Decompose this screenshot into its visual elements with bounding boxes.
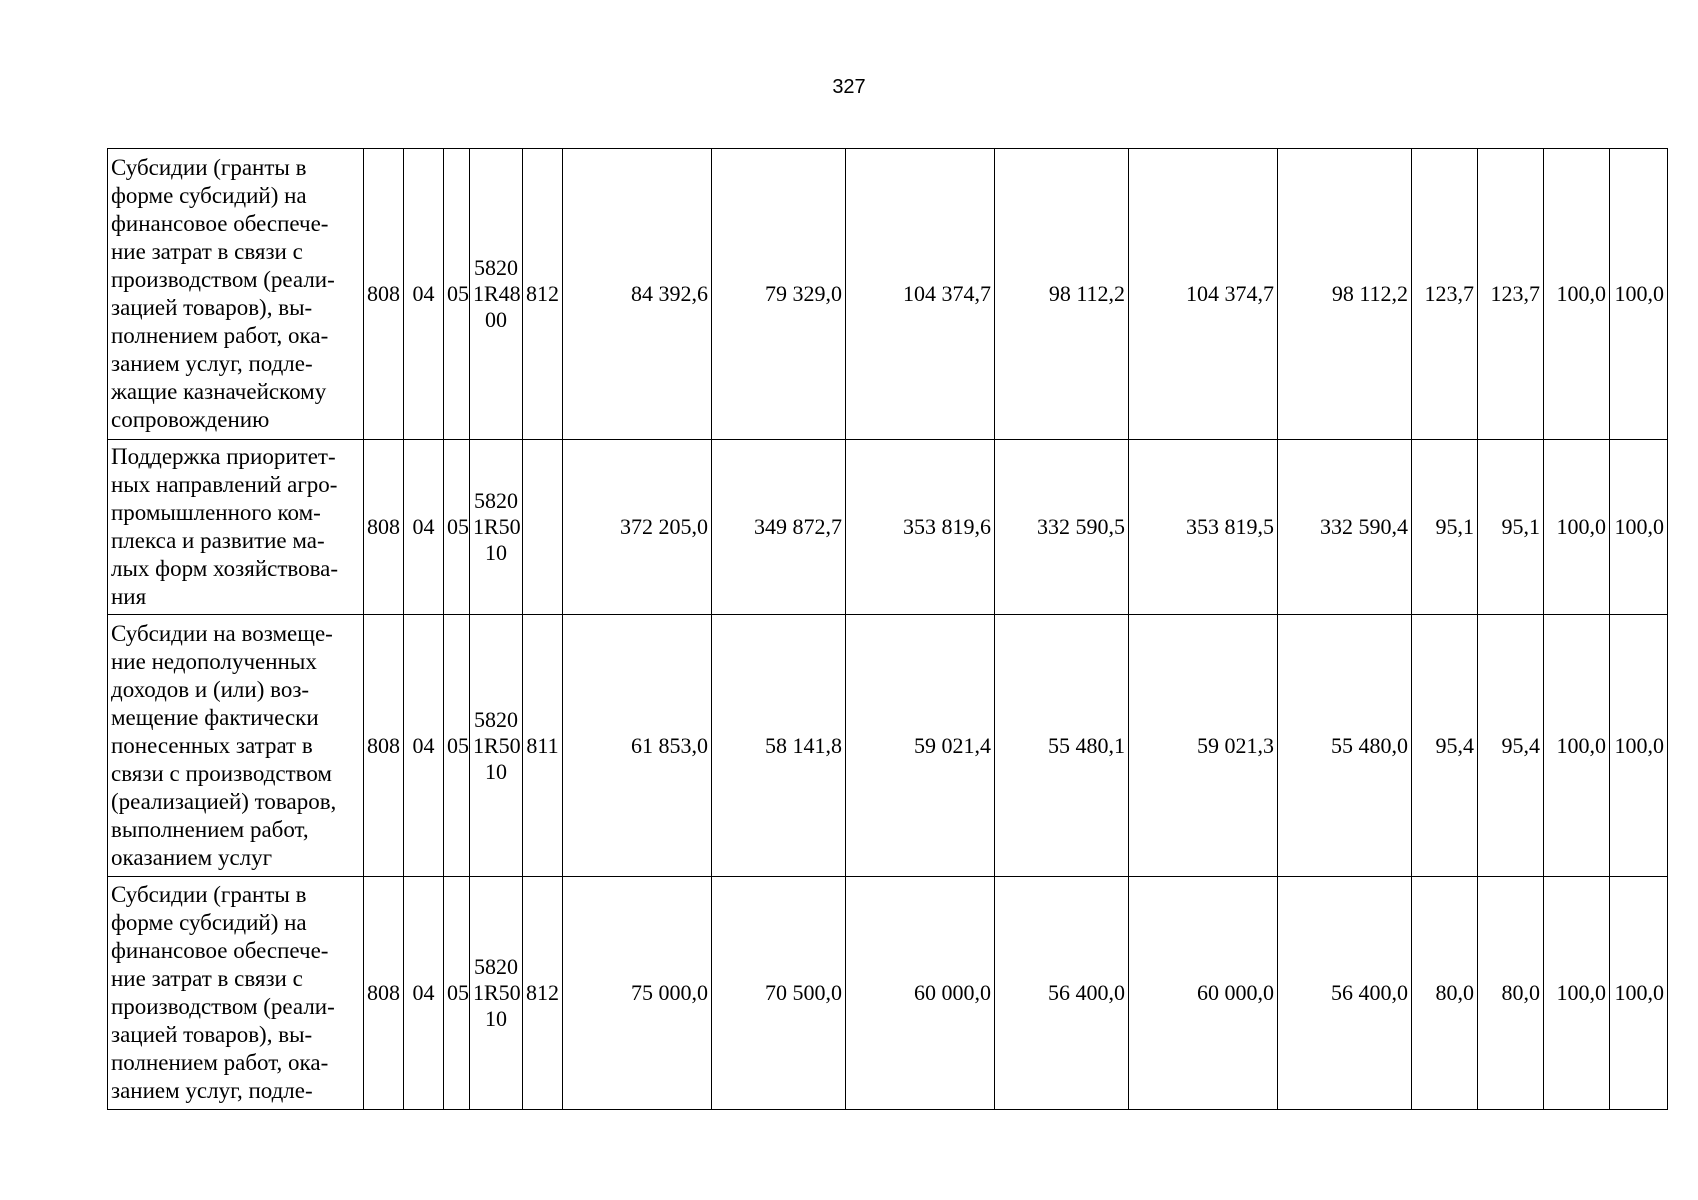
value-6: 55 480,0 [1278,615,1412,877]
code-target-line: 5820 [474,706,518,732]
table-row [108,615,1668,877]
code-target-line: 1R50 [473,732,521,758]
value-3: 59 021,4 [846,615,995,877]
code-gr: 808 [364,877,404,1110]
row-name: Субсидии (гранты в форме субсидий) на финансовое обеспече-ние затрат в связи с производством (реали-зацией товаров), вы-полнением работ, ока-занием услуг, подле- [108,877,364,1110]
percent-4: 100,0 [1610,149,1668,440]
percent-1: 80,0 [1412,877,1478,1110]
value-5: 104 374,7 [1129,149,1278,440]
code-gr: 808 [364,440,404,615]
value-4: 55 480,1 [995,615,1129,877]
value-5: 353 819,5 [1129,440,1278,615]
value-3: 353 819,6 [846,440,995,615]
value-5: 60 000,0 [1129,877,1278,1110]
table-row [108,877,1668,1110]
percent-4: 100,0 [1610,877,1668,1110]
value-6: 98 112,2 [1278,149,1412,440]
code-target [470,615,523,877]
value-2: 70 500,0 [712,877,846,1110]
percent-4: 100,0 [1610,615,1668,877]
code-target-line: 00 [485,307,507,332]
code-vr: 812 [523,877,563,1110]
code-target [470,877,523,1110]
value-1: 75 000,0 [563,877,712,1110]
row-name: Субсидии (гранты в форме субсидий) на финансовое обеспече-ние затрат в связи с производством (реали-зацией товаров), вы-полнением работ, ока-занием услуг, подле-жащие казначейскому сопровождению [108,149,364,440]
code-vr: 811 [523,615,563,877]
value-1: 61 853,0 [563,615,712,877]
value-3: 60 000,0 [846,877,995,1110]
value-3: 104 374,7 [846,149,995,440]
value-5: 59 021,3 [1129,615,1278,877]
code-target-line: 5820 [474,954,518,979]
code-target [470,440,523,615]
percent-2: 95,4 [1478,615,1544,877]
code-vr: 812 [523,149,563,440]
code-vr [523,440,563,615]
code-target [470,149,523,440]
code-pr: 05 [444,877,470,1110]
code-rz: 04 [404,149,444,440]
percent-3: 100,0 [1544,440,1610,615]
percent-2: 80,0 [1478,877,1544,1110]
percent-2: 123,7 [1478,149,1544,440]
percent-1: 95,1 [1412,440,1478,615]
code-target-line: 5820 [474,488,518,513]
percent-4: 100,0 [1610,440,1668,615]
code-rz: 04 [404,877,444,1110]
value-6: 56 400,0 [1278,877,1412,1110]
table-row [108,440,1668,615]
code-pr: 05 [444,149,470,440]
budget-table [107,148,1668,1110]
code-gr: 808 [364,615,404,877]
value-4: 332 590,5 [995,440,1129,615]
value-4: 56 400,0 [995,877,1129,1110]
value-1: 84 392,6 [563,149,712,440]
percent-1: 95,4 [1412,615,1478,877]
code-target-line: 1R50 [473,980,521,1005]
value-4: 98 112,2 [995,149,1129,440]
value-6: 332 590,4 [1278,440,1412,615]
value-2: 79 329,0 [712,149,846,440]
percent-3: 100,0 [1544,877,1610,1110]
code-pr: 05 [444,440,470,615]
table-row [108,149,1668,440]
code-target-line: 1R48 [473,281,521,306]
code-target-line: 10 [485,540,507,565]
code-gr: 808 [364,149,404,440]
code-target-line: 10 [485,1006,507,1031]
percent-2: 95,1 [1478,440,1544,615]
page-number: 327 [832,76,866,98]
row-name: Субсидии на возмеще-ние недополученных доходов и (или) воз-мещение фактически понесенных затрат в связи с производством (реализацией) товаров, выполнением работ, оказанием услуг [108,615,364,877]
code-target-line: 5820 [474,255,518,280]
code-target-line: 1R50 [473,514,521,539]
code-pr: 05 [444,615,470,877]
value-2: 58 141,8 [712,615,846,877]
value-1: 372 205,0 [563,440,712,615]
percent-1: 123,7 [1412,149,1478,440]
code-rz: 04 [404,440,444,615]
code-rz: 04 [404,615,444,877]
value-2: 349 872,7 [712,440,846,615]
percent-3: 100,0 [1544,615,1610,877]
code-target-line: 10 [485,758,507,784]
percent-3: 100,0 [1544,149,1610,440]
row-name: Поддержка приоритет-ных направлений агро-промышленного ком-плекса и развитие ма-лых форм хозяйствова-ния [108,440,364,615]
